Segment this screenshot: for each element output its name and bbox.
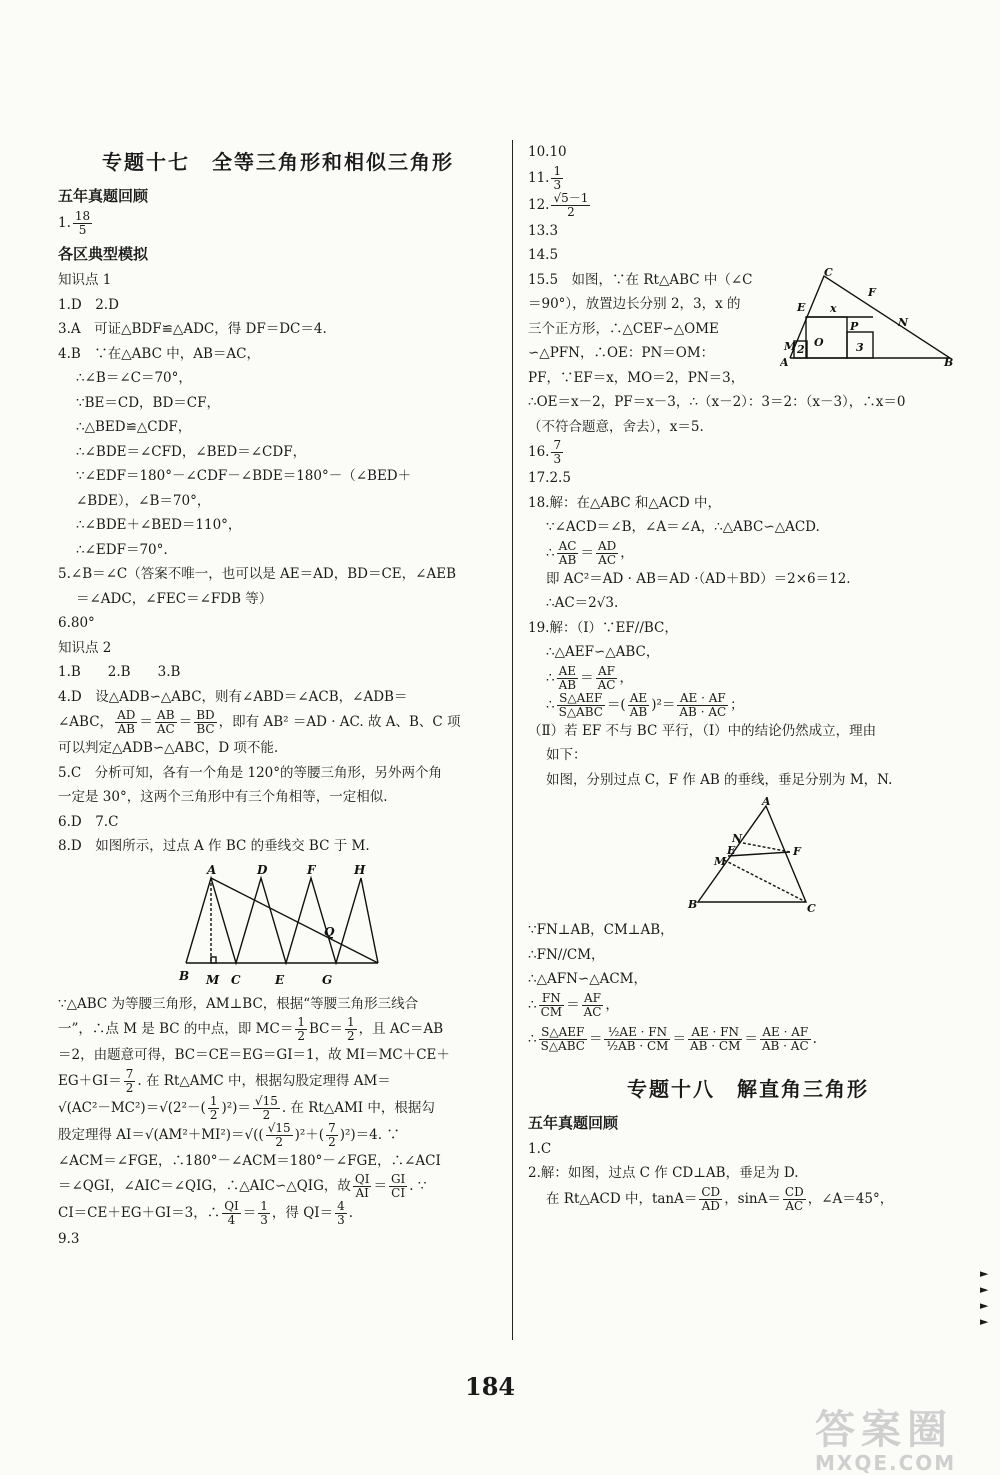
- svg-text:E: E: [797, 300, 806, 314]
- fig-label-B: B: [179, 968, 190, 983]
- answer-line: 16. $\frac{7}{3}$: [528, 438, 562, 466]
- answer-line: 1.C: [528, 1140, 552, 1157]
- fig-label-Q: Q: [324, 924, 335, 939]
- svg-text:2: 2: [797, 342, 805, 356]
- answer-line: 11. $\frac{1}{3}$: [528, 163, 562, 192]
- right-column: [528, 140, 968, 1213]
- svg-text:A: A: [762, 796, 771, 808]
- answer-line: EG＋GI＝ $\frac{7}{2}$ . 在 Rt△AMC 中，根据勾股定理得 AM＝: [58, 1066, 391, 1095]
- left-column: [58, 140, 498, 1252]
- answer-line: ∴△AEF∽△ABC，: [546, 644, 660, 660]
- answer-line: ∴∠BDE＋∠BED＝110°，: [76, 517, 242, 533]
- answer-line: ∴ $\frac{AE}{AB}$ ＝ $\frac{AF}{AC}$ ，: [546, 663, 633, 692]
- answer-line: ∴AC＝2√3.: [546, 595, 619, 611]
- answer-line: 14.5: [528, 247, 559, 263]
- svg-text:N: N: [732, 832, 743, 845]
- answer-line: 15.5 如图，∵在 Rt△ABC 中（∠C: [528, 271, 753, 288]
- answer-line: ＝∠ADC，∠FEC＝∠FDB 等）: [76, 590, 273, 607]
- answer-line: ∵FN⊥AB，CM⊥AB，: [528, 922, 674, 938]
- answer-line: 17.2.5: [528, 470, 571, 486]
- answer-line: 如图，分别过点 C，F 作 AB 的垂线，垂足分别为 M，N.: [546, 771, 893, 788]
- answer-line: 18.解：在△ABC 和△ACD 中，: [528, 494, 721, 511]
- answer-line: 13.3: [528, 222, 559, 239]
- answer-line: CI＝CE＋EG＋GI＝3，∴ $\frac{QI}{4}$ ＝ $\frac{1}{3}$ ，得 QI＝ $\frac{4}{3}$ .: [58, 1199, 354, 1227]
- knowledge-point-2: 知识点 2: [58, 639, 112, 656]
- answer-line: 5.C 分析可知，各有一个角是 120°的等腰三角形，另外两个角: [58, 764, 443, 781]
- watermark-logo: 答案圈 MXQE.COM: [815, 1407, 957, 1475]
- answer-line: 19.解：（Ⅰ）∵EF//BC，: [528, 619, 678, 636]
- answer-line: ∴∠EDF＝70°.: [76, 541, 168, 558]
- answer-line: ∴FN//CM，: [528, 946, 605, 963]
- arrow-icon: ►: [980, 1283, 989, 1296]
- answer-line: ∽△PFN，∴OE：PN＝OM：: [528, 345, 715, 361]
- answer-line: 9.3: [58, 1231, 80, 1247]
- arrow-icon: ►: [980, 1299, 989, 1312]
- answer-line: 2.解：如图，过点 C 作 CD⊥AB，垂足为 D.: [528, 1165, 799, 1181]
- svg-text:B: B: [688, 898, 698, 911]
- section-five-year-review-2: 五年真题回顾: [528, 1113, 619, 1132]
- arrow-icon: ►: [980, 1267, 989, 1280]
- answer-line: ∵BE＝CD，BD＝CF，: [76, 394, 220, 411]
- answer-line: √(AC²－MC²)＝√(2²－( $\frac{1}{2}$ )²)＝ $\frac{√15}{2}$ . 在 Rt△AMI 中，根据勾: [58, 1093, 435, 1122]
- answer-line: ∴ $\frac{\text{S△AEF}}{\text{S△ABC}}$ ＝( $\frac{AE}{AB}$ )²＝ $\frac{AE \cdot AF}{AB \cdot AC}$ ；: [546, 690, 744, 719]
- answer-line: ＝∠QGI，∠AIC＝∠QIG，∴△AIC∽△QIG，故 $\frac{QI}{AI}$ ＝ $\frac{GI}{CI}$ . ∵: [58, 1172, 427, 1200]
- answer-line: ∵∠ACD＝∠B，∠A＝∠A，∴△ABC∽△ACD.: [546, 519, 820, 535]
- triangle-perpendiculars-figure: [528, 796, 968, 914]
- svg-text:x: x: [830, 301, 837, 315]
- fig-label-E: E: [275, 972, 285, 987]
- answer-line: 5.∠B＝∠C（答案不唯一，也可以是 AE＝AD，BD＝CE，∠AEB: [58, 566, 456, 582]
- fig-label-M: M: [206, 972, 220, 987]
- fig-label-H: H: [354, 862, 366, 877]
- answer-line: ＝90°），放置边长分别 2，3，x 的: [528, 296, 741, 312]
- fraction: $\frac{18}{5}$: [74, 209, 91, 237]
- margin-arrows: [980, 1266, 988, 1330]
- svg-text:M: M: [784, 339, 797, 353]
- fig-label-C: C: [231, 972, 241, 987]
- answer-line: （不符合题意，舍去），x＝5.: [528, 418, 704, 435]
- answer-line: ∴OE＝x－2，PF＝x－3，∴（x－2）：3＝2：（x－3），∴x＝0: [528, 394, 906, 410]
- svg-text:F: F: [868, 285, 876, 299]
- answer-line: 一”，∴点 M 是 BC 的中点，即 MC＝ $\frac{1}{2}$ BC＝ $\frac{1}{2}$ ，且 AC＝AB: [58, 1015, 444, 1043]
- fig-label-F: F: [307, 862, 316, 877]
- svg-text:N: N: [898, 315, 909, 329]
- answer-line: 1.D 2.D: [58, 296, 119, 313]
- section-district-simulation: 各区典型模拟: [58, 245, 149, 263]
- answer-line: 1.B 2.B 3.B: [58, 664, 181, 680]
- svg-text:M: M: [714, 855, 727, 868]
- svg-text:A: A: [780, 355, 789, 366]
- svg-text:F: F: [793, 845, 801, 858]
- answer-line: ∴∠BDE＝∠CFD，∠BED＝∠CDF，: [76, 443, 307, 460]
- answer-line: ∴△BED≌△CDF，: [76, 419, 192, 435]
- arrow-icon: ►: [980, 1315, 989, 1328]
- fig-label-A: A: [207, 862, 217, 877]
- knowledge-point-1: 知识点 1: [58, 272, 112, 288]
- answer-line: 股定理得 AI＝√(AM²＋MI²)＝√(( $\frac{√15}{2}$ )²＋( $\frac{7}{2}$ )²)＝4. ∵: [58, 1120, 400, 1149]
- svg-text:3: 3: [856, 340, 864, 354]
- section-five-year-review: 五年真题回顾: [58, 187, 149, 205]
- answer-line: 如下：: [546, 747, 587, 763]
- answer-line: 10.10: [528, 144, 567, 160]
- answer-line: 3.A 可证△BDF≌△ADC，得 DF＝DC＝4.: [58, 321, 327, 337]
- answer-line: 8.D 如图所示，过点 A 作 BC 的垂线交 BC 于 M.: [58, 838, 370, 854]
- answer-line: 12. $\frac{√5-1}{2}$: [528, 190, 589, 219]
- page-number: 184: [465, 1372, 516, 1401]
- answer-line: 6.80°: [58, 615, 95, 631]
- svg-text:E: E: [727, 844, 736, 857]
- answer-line: ∴ $\frac{\text{S△AEF}}{\text{S△ABC}}$ ＝ $\frac{\text{½AE · FN}}{\text{½AB · CM}}$ ＝ $\frac{AE \cdot FN}{AB \cdot CM}$ ＝ $\frac{AE \cdot AF}{AB \cdot AC}$ .: [528, 1024, 817, 1053]
- svg-text:O: O: [814, 335, 824, 349]
- squares-in-triangle-figure: [780, 266, 970, 366]
- answer-line: 1. $\frac{18}{5}$: [58, 209, 91, 237]
- answer-line: 4.D 设△ADB∽△ABC，则有∠ABD＝∠ACB，∠ADB＝: [58, 688, 408, 705]
- chapter-title-17: 专题十七 全等三角形和相似三角形: [102, 150, 454, 174]
- fig-label-D: D: [257, 862, 268, 877]
- answer-line: ∵∠EDF＝180°－∠CDF－∠BDE＝180°－（∠BED＋: [76, 468, 412, 484]
- answer-line: 三个正方形，∴△CEF∽△OME: [528, 320, 719, 337]
- answer-line: ∠BDE），∠B＝70°，: [76, 492, 211, 509]
- svg-text:P: P: [850, 319, 859, 333]
- answer-line: ∵△ABC 为等腰三角形，AM⊥BC，根据“等腰三角形三线合: [58, 995, 419, 1012]
- answer-line: ∴ $\frac{AC}{AB}$ ＝ $\frac{AD}{AC}$ ，: [546, 538, 634, 567]
- answer-line: ∠ACM＝∠FGE，∴180°－∠ACM＝180°－∠FGE，∴∠ACI: [58, 1152, 441, 1169]
- answer-line: 在 Rt△ACD 中，tanA＝ $\frac{CD}{AD}$ ，sinA＝ $\frac{CD}{AC}$ ，∠A＝45°，: [546, 1184, 894, 1213]
- answer-line: 可以判定△ADB∽△ABC，D 项不能.: [58, 740, 279, 756]
- answer-line: 4.B ∵在△ABC 中，AB＝AC，: [58, 345, 260, 362]
- answer-line: 6.D 7.C: [58, 813, 119, 830]
- chapter-title-18: 专题十八 解直角三角形: [627, 1076, 869, 1101]
- answer-line: ∴ $\frac{FN}{CM}$ ＝ $\frac{AF}{AC}$ ，: [528, 990, 619, 1019]
- triangles-figure: [58, 863, 498, 988]
- answer-line: 一定是 30°，这两个三角形中有三个角相等，一定相似.: [58, 789, 388, 805]
- column-divider: [512, 140, 513, 1340]
- answer-line: PF，∵EF＝x，MO＝2，PN＝3，: [528, 369, 745, 386]
- answer-line: ∴∠B＝∠C＝70°，: [76, 370, 192, 386]
- svg-text:C: C: [824, 265, 833, 279]
- answer-line: ∴△AFN∽△ACM，: [528, 971, 647, 987]
- svg-text:B: B: [944, 355, 954, 366]
- answer-line: 即 AC²＝AD · AB＝AD ·（AD＋BD）＝2×6＝12.: [546, 570, 851, 587]
- fig-label-G: G: [322, 972, 333, 987]
- answer-line: （Ⅱ）若 EF 不与 BC 平行，（Ⅰ）中的结论仍然成立，理由: [528, 722, 877, 739]
- answer-line: ＝2，由题意可得，BC＝CE＝EG＝GI＝1，故 MI＝MC＋CE＋: [58, 1047, 450, 1063]
- answer-line: ∠ABC， $\frac{AD}{AB}$ ＝ $\frac{AB}{AC}$ ＝ $\frac{BD}{BC}$ ，即有 AB² ＝AD · AC. 故 A、B、C 项: [58, 708, 461, 736]
- svg-text:C: C: [807, 902, 816, 914]
